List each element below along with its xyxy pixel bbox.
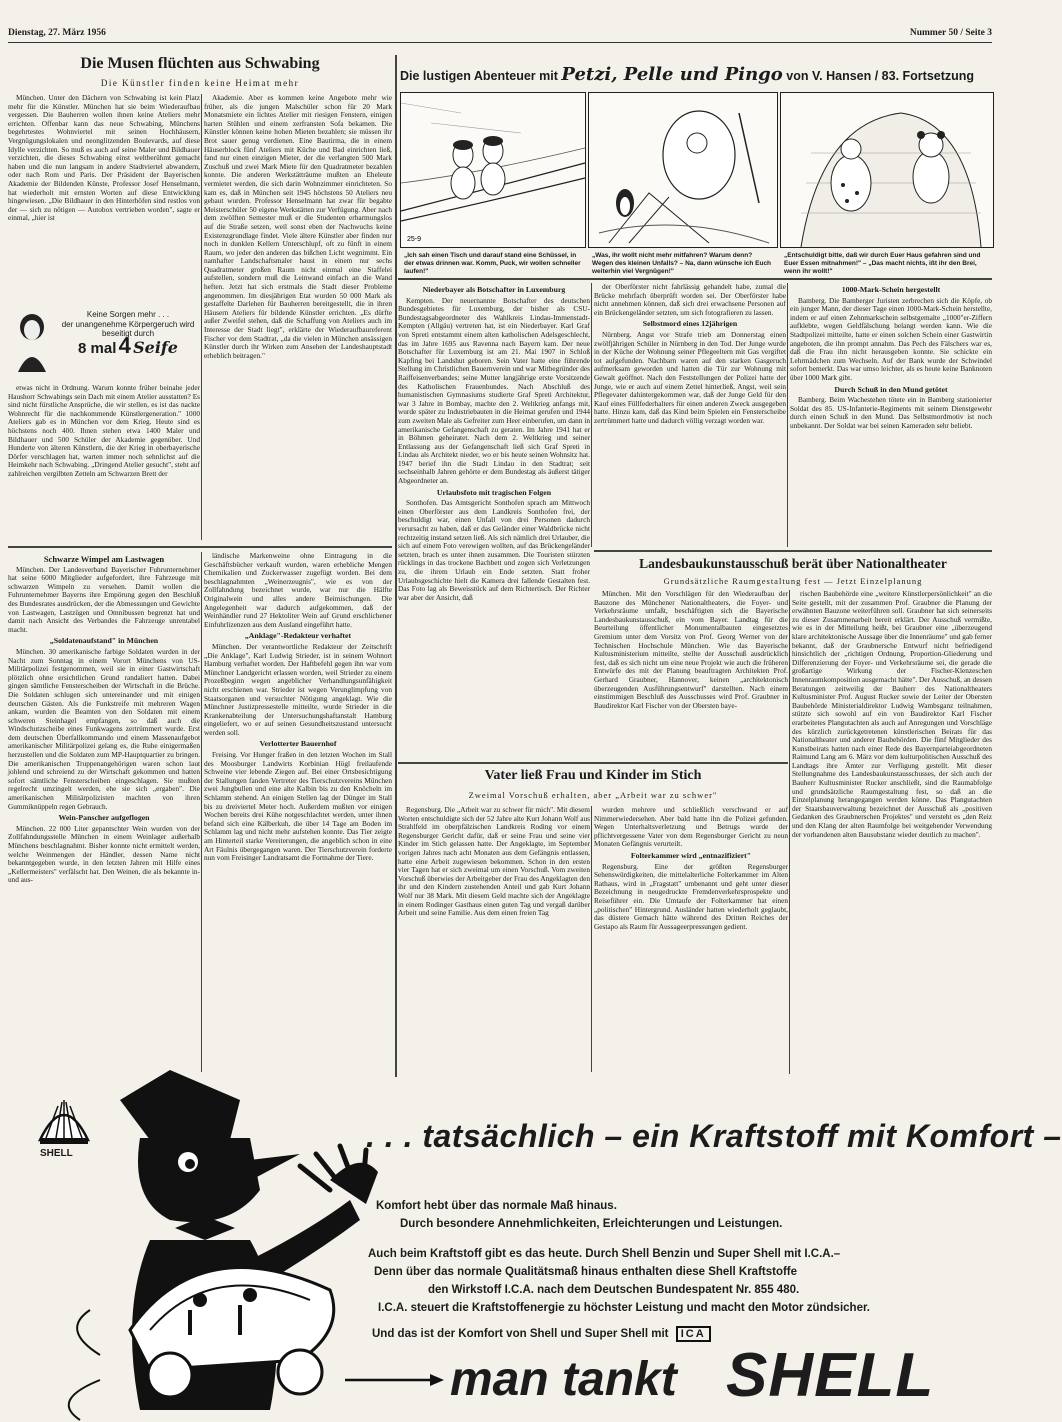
comic-title: Die lustigen Abenteuer mit Petzi, Pelle und Pingo von V. Hansen / 83. Fortsetzung: [400, 64, 975, 85]
vertical-divider: [395, 55, 397, 1077]
text-wein-cont: ländische Markenweine ohne Eintragung in die Geschäftsbücher verkauft wurden, waren erhebliche Mengen Chemikalien und Zuckerwasser zugefügt worden. Bei dem beschlagnahmten „Weinerzeugnis", wie es von der Zollfahndung bezeichnet wurde, war nur die Hälfte Originalwein und alles andere Beimischungen. Die Angelegenheit war dadurch aufgekommen, daß der Weinhändler rund 27 Hektoliter Wein auf Grund erschlichener Einfuhrlizenzen aus dem Ausland eingeführt hatte.: [204, 551, 392, 629]
headline-folterkammer: Folterkammer wird „entnazifiziert": [630, 850, 752, 860]
comic-panel-3-drawing: [781, 93, 993, 247]
headline-wimpel: Schwarze Wimpel am Lastwagen: [43, 554, 165, 564]
article-musen-col1: [8, 94, 200, 304]
text-luxemburg: Kempten. Der neuernannte Botschafter des deutschen Bundesgebietes für Luxemburg, der bisher als CSU-Bundestagsabgeordneter des Wahlkreis Lindau-Immenstadt-Kempten (Allgäu) vertreten hat, ist ein Niederbayer. Karl Graf von Spreti entstammt einem alten katholischen Adelsgeschlecht, das im Jahre 1695 aus Ravenna nach Bayern kam. Der neue Botschafter für Luxemburg ist am 21. Mai 1907 in Schloß Kapfing bei Landshut geboren. Sein Vater hatte eine führende Stellung im Christlichen Bauernverein und war Mitbegründer des Raiffeisenverbandes; seine Mutter langjährige erste Vorsitzende des Katholischen Frauenbundes. Nach Abschluß des humanistischen Gymnasiums studierte Graf Spreti Architektur, war 3 Jahre in Bombay, machte den 2. Weltkrieg anfangs mit, wurde später zu Industriebauten in die Heimat gerufen und 1944 zum zweiten Male als Gefreiter zum Heer einberufen, um dann in amerikanische Gefangenschaft zu geraten. Im Jahre 1941 hat er in Böhmen geheiratet. Nach dem 2. Weltkrieg und seiner Entlassung aus der Gefangenschaft ließ sich Graf Spreti in Lindau als Architekt nieder, wo er bis heute seinen Wohnsitz hat. 1947 berief ihn die Stadt Lindau in den Stadtrat; seit sechseinhalb Jahren gehörte er dem Bundestag als äußerst tätiger Abgeordneter an.: [398, 295, 590, 486]
comic-date: 25-9: [407, 236, 422, 243]
text-1000-mark: Bamberg. Die Bamberger Juristen zerbrechen sich die Köpfe, ob ein junger Mann, der dieser Tage einen 1000-Mark-Schein herstellte, indem er auf einen Zehnmarkschein selbstgemalte „1000"er-Ziffern aufklebte, wegen Geldfälschung belangt werden kann. Wie die Stadtpolizei mitteilte, hatte er einen solchen Schein einer Gastwirtin angeboten, die ihn prompt annahm. Das Pech des Fälschers war es, daß die Frau ihn nicht herausgeben konnte. Sie schickte ein Lehrmädchen zum Wechseln. Auf der Bank wurde der Schwindel sofort bemerkt. Das war umso leichter, als es heute keine Banknoten über 1000 Mark gibt.: [790, 295, 992, 382]
article-musen-subtitle: Die Künstler finden keine Heimat mehr: [100, 78, 300, 88]
column-rule: [787, 283, 788, 547]
article-musen-text2: Akademie. Aber es kommen keine Angebote mehr wie früher, als die jungen Malschüler schon für 20 Mark Monatsmiete ein lichtes Atelier mit riesigen Fenstern, einigen harten Stühlen und einem zerfransten Sofa bekamen. Die Künstler können keine hohen Mieten bezahlen; sie müssen ihr Brot sauer genug verdienen. Eine Bautirma, die in einem Häuserblock fünf Ateliers mit Küche und Bad einrichten ließ, fand nur einen einzigen Mieter, der die verlangten 500 Mark Zuschuß und zwei Mark Miete für den Quadratmeter bezahlen konnte. Die anderen Werkstätträume mußten an Eheleute vermietet werden, die sich darin Wohnzimmer einrichteten. So kam es, daß in München seit 1945 höchstens 50 Ateliers neu gebaut wurden. Professor Henselmann hat zwar für begabte Meisterschüler 50 eigene Werkstätten zur Verfügung. Aber nach dem zwölften Semester muß er die Studenten erbarmungslos auf die Straße setzen, weil sonst eben der Nachwuchs keine Existenzgrundlage findet. Viele ältere Künstler aber finden nur noch in dunklen Kellern Unterschlupf, oft zu fünft in einem Raum, wo jeder den anderen das bißchen Licht wegnimmt. Ein namhafter Landschaftsmaler haust in einem nur sechs Quadratmeter großen Raum nicht einmal eine Staffelei aufstellen, sondern muß die Leinwand einfach an die Wand heften. Jetzt hat sich erstmals die Stadt dieser Probleme angenommen. Im diesjährigen Etat wurden 50 000 Mark als gestaffelte Darlehen für Bauherren bereitgestellt, die in ihren Häusern Ateliers für bildende Künstler errichten. „Es dürfte außer Zweifel stehen, daß die Schaffung von Ateliers auch im Interesse der Stadt liegt", erklärte der Wiederaufbaureferent Fischer vor dem Stadtrat, „da die vielen in München ansässigen Künstler durch ihr Wirken zum Ansehen der Landeshauptstadt erheblich beitragen.": [204, 93, 392, 360]
shell-logo-text: SHELL: [40, 1148, 73, 1159]
shell-line-1: Komfort hebt über das normale Maß hinaus.: [376, 1200, 617, 1212]
article-musen-text1: München. Unter den Dächern von Schwabing ist kein Platz mehr für die Künstler. München hat sie beim Wiederaufbau vergessen. Die Bauherren wollen ihnen keine Ateliers mehr errichten. Offenbar kann das neue Schwabing, Münchens begehrtestes Wohnviertel mit seinen Hochhäusern, Vergnügungslokalen und neonglitzenden Boulevards, auf diese Idylle verzichten. So muß es auch auf seine Maler und Bildhauer verzichten, die dieses Schwabing einst weltberühmt gemacht haben und die nun langsam in andere Stadtviertel abwandern, oder nach Rom und Paris. Der Präsident der Bayerischen Akademie der Bildenden Künste, Professor Josef Henselmann, hat wiederholt mit ernsten Worten auf diese Entwicklung hingewiesen. „Die Bildhauer in den Hinterhöfen sind restlos von der — sich zu nötigen — Autobox vertrieben worden", sagte er einmal, „hier ist: [8, 93, 200, 223]
soap-brand-4: 4: [118, 332, 131, 358]
article-musen-text1b: etwas nicht in Ordnung. Warum konnte früher beinahe jeder Haushorr Schwabings sein Dach mit einem Atelier ausstatten? Es sind nicht fürstliche Ansprüche, die wir stellen, es ist das nackte Wohnrecht für die nachkommende Künstlergeneration." 1000 Ateliers gab es in München vor dem Krieg. Heute sind es höchstens noch 400. Ihnen stehen etwa 1400 Maler und Bildhauer und 500 Schüler der Akademie gegenüber. Und Hunderte von älteren Künstlern, die der Krieg in oberbayerische Dörfer verschlagen hat, warten immer noch sehnlichst auf die Heimkehr nach Schwabing. „Dringend Atelier gesucht", steht auf zahlreichen vergilbten Zetteln am Schwarzen Brett der: [8, 383, 200, 478]
shell-slogan-man-tankt: man tankt: [450, 1353, 677, 1406]
text-soldatenaufstand: München. 30 amerikanische farbige Soldaten wurden in der Nacht zum Sonntag in einem Vorort Münchens von US-Militärpolizei festgenommen, weil sie in einer Gastwirtschaft plötzlich ohne ersichtlichen Grund randaliert hatten. Dabei gingen sämtliche Fensterscheiben der Wirtschaft in die Brüche. Die Soldaten schlugen sich untereinander und mit einigen deutschen Gästen. Als die Funkstreife mit mehreren Wagen ankam, wurden die Beamten von den Soldaten mit einem schweren Steinhagel empfangen, so daß auch die Windschutzscheibe eines Funkwagens zertrümmert wurde. Erst dem deutschen Überfallkommando und einem Massenaufgebot amerikanischer Militärpolizei gelang es, die Ruhe einigermaßen herzustellen und die Soldaten zum MP-Hauptquartier zu bringen. Die amerikanischen Truppenangehörigen waren schon laut johlend und schreiend zu der Wirtschaft gekommen und hatten sofort sämtliche Fensterscheiben eingeschlagen. Sie mußten regelrecht umzingelt werden, ehe sie sich „ergaben". Die amerikanischen Militärpolizisten machten von ihren Gummiknüppeln regen Gebrauch.: [8, 646, 200, 811]
text-oberfoerster: der Oberförster nicht fahrlässig gehandelt habe, zumal die Brücke mehrfach überprüft worden sei. Der Oberförster habe nicht annehmen können, daß sich drei erwachsene Personen auf ein Brückengeländer setzten, um sich fotografieren zu lassen.: [594, 282, 786, 317]
article-vater-col2: [594, 806, 788, 1074]
woman-portrait-icon: [12, 312, 52, 374]
text-anklage: München. Der verantwortliche Redakteur der Zeitschrift „Die Anklage", Karl Ludwig Strieder, ist in seinem Wohnort Hamburg verhaftet worden. Der Haftbefehl gegen ihn war vom Münchner Landgericht erlassen worden, weil Strieder zu einem Prozeßbeginn wegen angeblicher Verhandlungsunfähigkeit nicht erschienen war. Strieder ist wegen Verunglimpfung von Staatsorganen und versuchter Nötigung angeklagt. Wie die Münchner Justizpressestelle mitteilte, wurde Strieder in die Krankenabteilung der Untersuchungshaftanstalt Hamburg eingeliefert, wo er auf seinen Gesundheitszustand untersucht werden soll.: [204, 641, 392, 737]
article-musen-title: Die Musen flüchten aus Schwabing: [80, 55, 320, 72]
article-wimpel-col1: [8, 552, 200, 1074]
article-vater-subtitle: Zweimal Vorschuß erhalten, aber „Arbeit war zu schwer": [468, 790, 718, 800]
section-divider: [594, 550, 992, 552]
article-wimpel-col2: [204, 552, 392, 1074]
text-wein: München. 22 000 Liter gepantschter Wein wurden von der Zollfahndungsstelle München in einem Weinlager außerhalb Münchens beschlagnahmt. Bisher konnte nicht ermittelt werden, welche Weinmengen der Händler, dessen Name nicht bekanntgegeben wurde, in den letzten Jahren mit Hilfe eines „Kellermeisters" verfälscht hat. Den Weinen, die als bekannte in- und aus-: [8, 823, 200, 885]
comic-names: Petzi, Pelle und Pingo: [561, 64, 783, 85]
article-vater-title: Vater ließ Frau und Kinder im Stich: [484, 768, 702, 783]
comic-panel-3: [780, 92, 994, 248]
column-rule: [591, 806, 592, 1072]
article-vater-col1: [398, 806, 590, 1074]
article-musen-col2: [204, 94, 392, 542]
article-nationaltheater-title: Landesbaukunstausschuß berät über Nationaltheater: [639, 556, 947, 571]
shell-line-3: Auch beim Kraftstoff gibt es das heute. Durch Shell Benzin und Super Shell mit I.C.A.–: [368, 1248, 841, 1260]
news-column-right: [790, 283, 992, 551]
shell-slogan-brand: SHELL: [726, 1341, 935, 1410]
headline-1000-mark: 1000-Mark-Schein hergestellt: [841, 285, 941, 294]
column-rule: [201, 552, 202, 1072]
column-rule: [201, 94, 202, 540]
text-wimpel: München. Der Landesverband Bayerischer Fuhrunternehmer hat seine 6000 Mitglieder aufgefordert, ihre Fahrzeuge mit schwarzen Wimpeln zu versehen. Damit wollen die Fuhrunternehmer Bayerns ihre Empörung gegen den Beschluß des Bundesrates ausdrücken, der die Abmessungen und Gewichte von Lastwagen, Lastzügen und Omnibussen begrenzt hat und damit nach Ansicht des Verbandes die Fahrzeuge unrentabel macht.: [8, 564, 200, 634]
article-nationaltheater-col1: [594, 590, 788, 762]
comic-panel-2: [588, 92, 778, 248]
text-nationaltheater-1: München. Mit den Vorschlägen für den Wiederaufbau der Bauzone des Münchener Nationaltheaters, die Foyer- und Verkehrsräume umfaßt, beschäftigten sich die Bayerische Landesbaukunstausschuß, ein vom Bayer. Landtag für die Beurteilung öffentlicher Monumentalbauten eingesetztes Gremium unter dem Vorsitz von Prof. Georg Werner von der Technischen Hochschule München. Wie das Bayerische Kultusministerium mitteilte, stellte der Ausschuß ausdrücklich fest, daß es sich nicht um eine neue Projekt wie auch die früheren Entwürfe des mit der Planung beauftragten Architekten Prof. Gerhard Graubner, Hannover, keinen „architektonisch überzeugenden Ausführungsentwurf" darstellten. Nach einem einstimmigen Beschluß des Ausschusses wird Prof. Graubner in Baudirektor Karl Fischer von der Obersten baye-: [594, 589, 788, 710]
headline-anklage: „Anklage"-Redakteur verhaftet: [244, 631, 352, 641]
column-rule: [789, 590, 790, 1074]
column-rule: [591, 283, 592, 547]
shell-line-6: I.C.A. steuert die Kraftstoffenergie zu höchster Leistung und macht den Motor zündsicher.: [378, 1302, 870, 1314]
comic-caption-2: „Was, ihr wollt nicht mehr mitfahren? Warum denn? Wegen des kleinen Unfalls? – Na, dann wünsche ich Euch weiterhin viel Vergnügen!": [592, 252, 772, 275]
headline-bauernhof: Verlotterter Bauernhof: [259, 739, 337, 749]
headline-selbstmord: Selbstmord eines 12jährigen: [642, 319, 738, 329]
soap-ad-line1: Keine Sorgen mehr . . .: [86, 310, 170, 319]
section-divider: [8, 546, 392, 548]
headline-urlaubsfoto: Urlaubsfoto mit tragischen Folgen: [436, 487, 552, 497]
soap-brand-8mal: 8 mal: [78, 339, 117, 357]
shell-line-4: Denn über das normale Qualitätsmaß hinaus enthalten diese Shell Kraftstoffe: [374, 1266, 798, 1278]
news-column-mid-2: [594, 283, 786, 551]
comic-caption-1: „Ich sah einen Tisch und darauf stand eine Schüssel, in der etwas drinnen war. Komm, Puck, wir wollen schneller laufen!": [404, 252, 581, 275]
headline-luxemburg: Niederbayer als Botschafter in Luxemburg: [422, 285, 566, 294]
soap-ad-line2: der unangenehme Körpergeruch wird beseitigt durch: [61, 319, 195, 338]
header-page-number: Nummer 50 / Seite 3: [909, 28, 992, 38]
shell-advertisement: [0, 1080, 1062, 1422]
article-musen-col1b: [8, 384, 200, 540]
soap-brand-seife: Seife: [133, 337, 178, 357]
headline-schuss: Durch Schuß in den Mund getötet: [834, 384, 948, 394]
text-nationaltheater-2: rischen Baubehörde eine „weitere Künstlerpersönlichkeit" an die Seite gestellt, mit der zusammen Prof. Graubner die Planung der erwähnten Bauzone weiterführen soll. Graubner hat sich seinerseits zu dieser Zusammenarbeit bereit erklärt. Der Ausschuß vermißte, wie es in der Mitteilung heißt, bei Graubner eine „überzeugend klare architektonische Aussage über die Innenräume" und gab ferner bekannt, daß der Graubnersche Entwurf nicht befriedigend hinsichtlich der „richtigen Ordnung, Proportion-Gliederung und Differenzierung der Foyer- und Verkehrsräume sei, die gerade die großartige Wirkung der Fischer-Klenzeschen Innenraumkomposition ausgemacht hätte". Der Ausschuß, an dessen Beratungen zeitweilig der Bauherr des Nationaltheaters Kultusminister Prof. August Rucker sowie der Leiter der Obersten Baubehörde Ministerialdirektor Ludwig Wambsganz teilnahmen, stützte sich sowohl auf ein von Baudirektor Karl Fischer erarbeitetes Plangutachten als auch auf Anregungen und Vorschläge des kürzlich zurückgetretenen künstlerischen Beirats für das Nationaltheater und anderer Baubehörden. Die fünf Mitglieder des Kunstbeirats hatten nach einer Rede des Bayernparteiabgeordneten Raimund Lang am 6. März vor dem kulturpolitischen Ausschuß des Landtags ihre Ämter zur Verfügung gestellt. Mit dieser Stellungnahme des Landesbaukunstausschusses, der sich auch der Bauherr Kultusminister Rucker anschließt, sind die Raumabfolge und grundsätzliche Raumgestaltung fest, so daß an die Einzelplanung herangegangen werden könne. Das Plangutachten der Staatsbauverwaltung bezeichnet der Ausschuß als „positiven Gedanken des Graubnerschen Projektes" und versteht es „den Reiz und den Klang der alten Raumfolge bei weitgehender Verwendung der vorhandenen alten Bausubstanz wieder deutlich zu machen".: [792, 589, 992, 839]
section-divider: [398, 762, 788, 764]
shell-line-5: den Wirkstoff I.C.A. nach dem Deutschen Bundespatent Nr. 855 480.: [428, 1284, 800, 1296]
text-selbstmord: Nürnberg. Angst vor Strafe trieb am Donnerstag einen zwölfjährigen Schüler in Nürnberg in den Tod. Der Junge wurde in der Küche der Wohnung seiner Pflegeeltern mit Gas vergiftet tot aufgefunden. Nachbarn waren auf den starken Gasgeruch aufmerksam geworden und hatten die Tür zur Wohnung mit Gewalt geöffnet. Nach den Feststellungen der Polizei hatte der Junge, wie er auch auf einem Zettel hinterließ, Angst, weil sein Pflegevater dahintergekommen war, daß der Junge Geld für den Kauf eines Füllfederhalters für einen anderen Zweck ausgegeben hatte. Hinzu kam, daß das Kind beim Spielen ein Fensterscheibe zertrümmert hatte und dadurch völlig verzagt worden war.: [594, 329, 786, 425]
text-vater-2: wurden mehrere und schließlich verschwand er auf Nimmerwiedersehen. Aber bald hatte ihn die Polizei gefunden. Wegen Unterhaltsverletzung und Betrugs wurde der pflichtvergessene Vater von dem Regensburger Gericht zu neun Monaten Gefängnis verurteilt.: [594, 805, 788, 849]
news-column-mid-1: [398, 283, 590, 602]
shell-line-7: Und das ist der Komfort von Shell und Super Shell mit ICA: [372, 1326, 711, 1342]
article-nationaltheater-col2: [792, 590, 992, 1074]
text-folterkammer: Regensburg. Eine der größten Regensburger Sehenswürdigkeiten, die mittelalterliche Folterkammer im Alten Rathaus, wird in „Fragstatt" umbenannt und geht unter dieser Bezeichnung in neugedruckte Fremdenverkehrsprospekte und Reiseführer ein. Die Umtaufe der Folterkammer hat einen „politischen" Hintergrund. Ausländer hatten wiederholt geglaubt, das düstere Gemach hätte während des Dritten Reiches der Gestapo als Raum für Aussageerpressungen gedient.: [594, 861, 788, 931]
text-urlaubsfoto: Sonthofen. Das Amtsgericht Sonthofen sprach am Mittwoch einen Oberförster aus dem Landkreis Sonthofen frei, der beschuldigt war, einen Unfall von drei Personen dadurch verursacht zu haben, daß er das Geländer einer Waldbrücke nicht rechtzeitig instand setzen ließ. Als sich nämlich drei Urlauber, die sich auf einem Foto verewigen wollten, auf das Brückengeländer setzten, brach es unter ihnen zusammen. Die Touristen stürzten rücklings in das trockene Bachbett und zogen sich Verletzungen zu, die ihrem Urlaub ein Ende setzten. Statt froher Urlaubsgeschichte hielt die Kamera drei fallende Gestalten fest. Das Foto lag als Beweisstück auf dem Richtertisch. Der Richter war aber der Ansicht, daß: [398, 498, 590, 602]
article-nationaltheater-subtitle: Grundsätzliche Raumgestaltung fest — Jetzt Einzelplanung: [663, 576, 923, 586]
comic-panel-1: [400, 92, 586, 248]
comic-panel-2-drawing: [589, 93, 777, 247]
page-header: [8, 26, 992, 43]
comic-bottom-rule: [398, 278, 992, 280]
text-schuss: Bamberg. Beim Wachestehen tötete ein in Bamberg stationierter Soldat des 85. US-Infanterie-Regiments mit seinem Dienstgewehr durch einen Schuß in den Mund. Das Selbstmordmotiv ist noch unbekannt. Der Soldat war bei seinen Kameraden sehr beliebt.: [790, 395, 992, 430]
small-soap-ad: [12, 310, 200, 376]
ica-badge: ICA: [676, 1326, 711, 1342]
text-vater-1: Regensburg. Die „Arbeit war zu schwer für mich". Mit diesem Worten entschuldigte sich der 52 Jahre alte Kurt Johann Wolf aus Strahlfeld im oberpfälzischen Landkreis Roding vor einem Regensburger Gericht dafür, daß er seine Frau und seine vier Kinder im Stich gelassen hatte. Der Angeklagte, im September vorigen Jahres nach acht Monaten aus dem Gefängnis entlassen, hatte eine Arbeit zugewiesen bekommen. Schon in den ersten vier Tagen hat er sich zweimal um einen Vorschuß. Vom zweiten Vorschuß überwies der Arbeitgeber der Frau des Angeklagten den ihr und den Kindern zustehenden Anteil und gab Kurt Johann Wolf nur 38 Mark. Mit diesem Geld machte sich der Angeklagte in einem Rodinger Gasthaus einen guten Tag und vergaß darüber Arbeit und seine Familie. Aus dem einen freien Tag: [398, 805, 590, 918]
comic-panel-1-drawing: [401, 93, 585, 247]
headline-wein: Wein-Panscher aufgeflogen: [58, 813, 150, 823]
text-bauernhof: Freising. Vor Hunger fraßen in den letzten Wochen im Stall des Moosburger Landwirts Korbinian Högl freilaufende Schweine vier lebende Ziegen auf. Bei einer Ortsbesichtigung der Stallungen fanden Vertreter des Tierschutzvereins München zwei Jungbullen und eine alte Kalbin bis zu den Knöcheln im Schlamm stehend. An einigen Stellen lag der Dünger im Stall bis zu dreiviertel Meter hoch. Außerdem mußten vor einigen Wochen bereits drei Kühe notgeschlachtet werden, unter ihnen befand sich eine Kälberkuh, die über 14 Tage am Boden im Schlamm lag und nicht mehr aufstehen konnte. Das Tier zeigte am Hinterteil starke Vereiterungen, die angeblich schon in eine Art Fäulnis übergegangen waren. Der Tierschutzverein forderte nun vom Freisinger Landratsamt die Fortnahme der Tiere.: [204, 750, 392, 863]
comic-caption-3: „Entschuldigt bitte, daß wir durch Euer Haus gefahren sind und Euer Essen mitnahmen!" – „Das macht nichts, ißt ihr den Brei, wenn ihr wollt!": [784, 252, 981, 275]
headline-soldatenaufstand: „Soldatenaufstand" in München: [49, 636, 159, 646]
header-date: Dienstag, 27. März 1956: [8, 28, 106, 38]
shell-line-2: Durch besondere Annehmlichkeiten, Erleichterungen und Leistungen.: [400, 1218, 783, 1230]
shell-headline: . . . tatsächlich – ein Kraftstoff mit Komfort –: [366, 1118, 1062, 1154]
